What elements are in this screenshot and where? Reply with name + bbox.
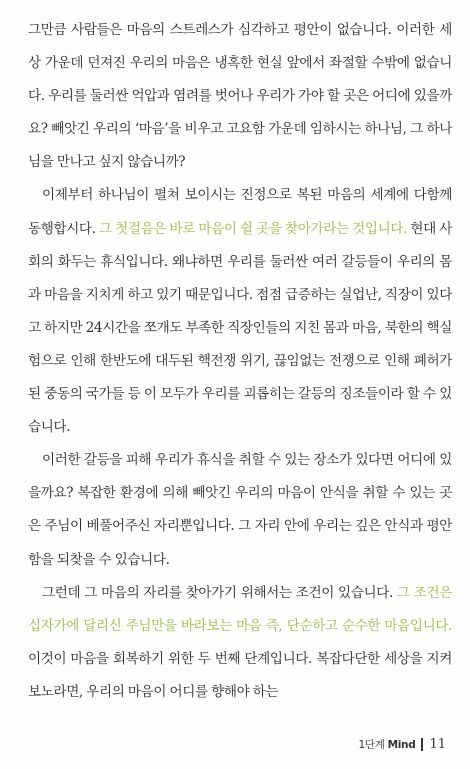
paragraph-text: 그런데 그 마음의 자리를 찾아가기 위해서는 조건이 있습니다. — [42, 584, 397, 601]
paragraph — [28, 444, 452, 576]
section-word: Mind — [387, 739, 416, 751]
highlighted-text: 그 첫걸음은 바로 마음이 쉴 곳을 찾아가라는 것입니다. — [99, 220, 407, 237]
section-prefix: 1단계 — [358, 739, 385, 751]
paragraph-text: 그만큼 사람들은 마음의 스트레스가 심각하고 평안이 없습니다. 이러한 세상 가운데 던져진 우리의 마음은 냉혹한 현실 앞에서 좌절할 수밖에 없습니다. 우리를 둘러싼 억압과 염려를 벗어나 우리가 가야 할 곳은 어디에 있을까요? 빼앗긴 우리의 ‘마음’을 비우고 고요함 가운데 임하시는 하나님, 그 하나님을 만나고 싶지 않습니까? — [28, 22, 452, 171]
paragraph — [28, 577, 452, 709]
highlighted-text: 그 조건은 십자가에 달리신 주님만을 바라보는 마음 즉, 단순하고 순수한 마음입니다. — [28, 584, 452, 634]
running-header — [358, 737, 415, 752]
page-body — [28, 14, 452, 709]
paragraph — [28, 179, 452, 444]
footer-divider — [421, 738, 423, 751]
page-number: 11 — [429, 737, 446, 752]
paragraph-text: 이러한 갈등을 피해 우리가 휴식을 취할 수 있는 장소가 있다면 어디에 있을까요? 복잡한 환경에 의해 빼앗긴 우리의 마음이 안식을 취할 수 있는 곳은 주님이 베풀어주신 자리뿐입니다. 그 자리 안에 우리는 깊은 안식과 평안함을 되찾을 수 있습니다. — [28, 452, 452, 568]
paragraph — [28, 14, 452, 179]
paragraph-text: 이것이 마음을 회복하기 위한 두 번째 단계입니다. 복잡다단한 세상을 지켜보노라면, 우리의 마음이 어디를 향해야 하는 — [28, 650, 452, 700]
page-footer — [358, 737, 446, 752]
paragraph-text: 이제부터 하나님이 펼쳐 보이시는 진정으로 복된 마음의 세계에 다함께 동행합시다. — [28, 187, 452, 237]
paragraph-text: 현대 사회의 화두는 휴식입니다. 왜냐하면 우리를 둘러싼 여러 갈등들이 우리의 몸과 마음을 지치게 하고 있기 때문입니다. 점점 급증하는 실업난, 직장이 있다고 하지만 24시간을 쪼개도 부족한 직장인들의 지친 몸과 마음, 북한의 핵실험으로 인해 한반도에 대두된 핵전쟁 위기, 끊임없는 전쟁으로 인해 폐허가 된 중동의 국가들 등 이 모두가 우리를 괴롭히는 갈등의 징조들이라 할 수 있습니다. — [28, 220, 453, 436]
